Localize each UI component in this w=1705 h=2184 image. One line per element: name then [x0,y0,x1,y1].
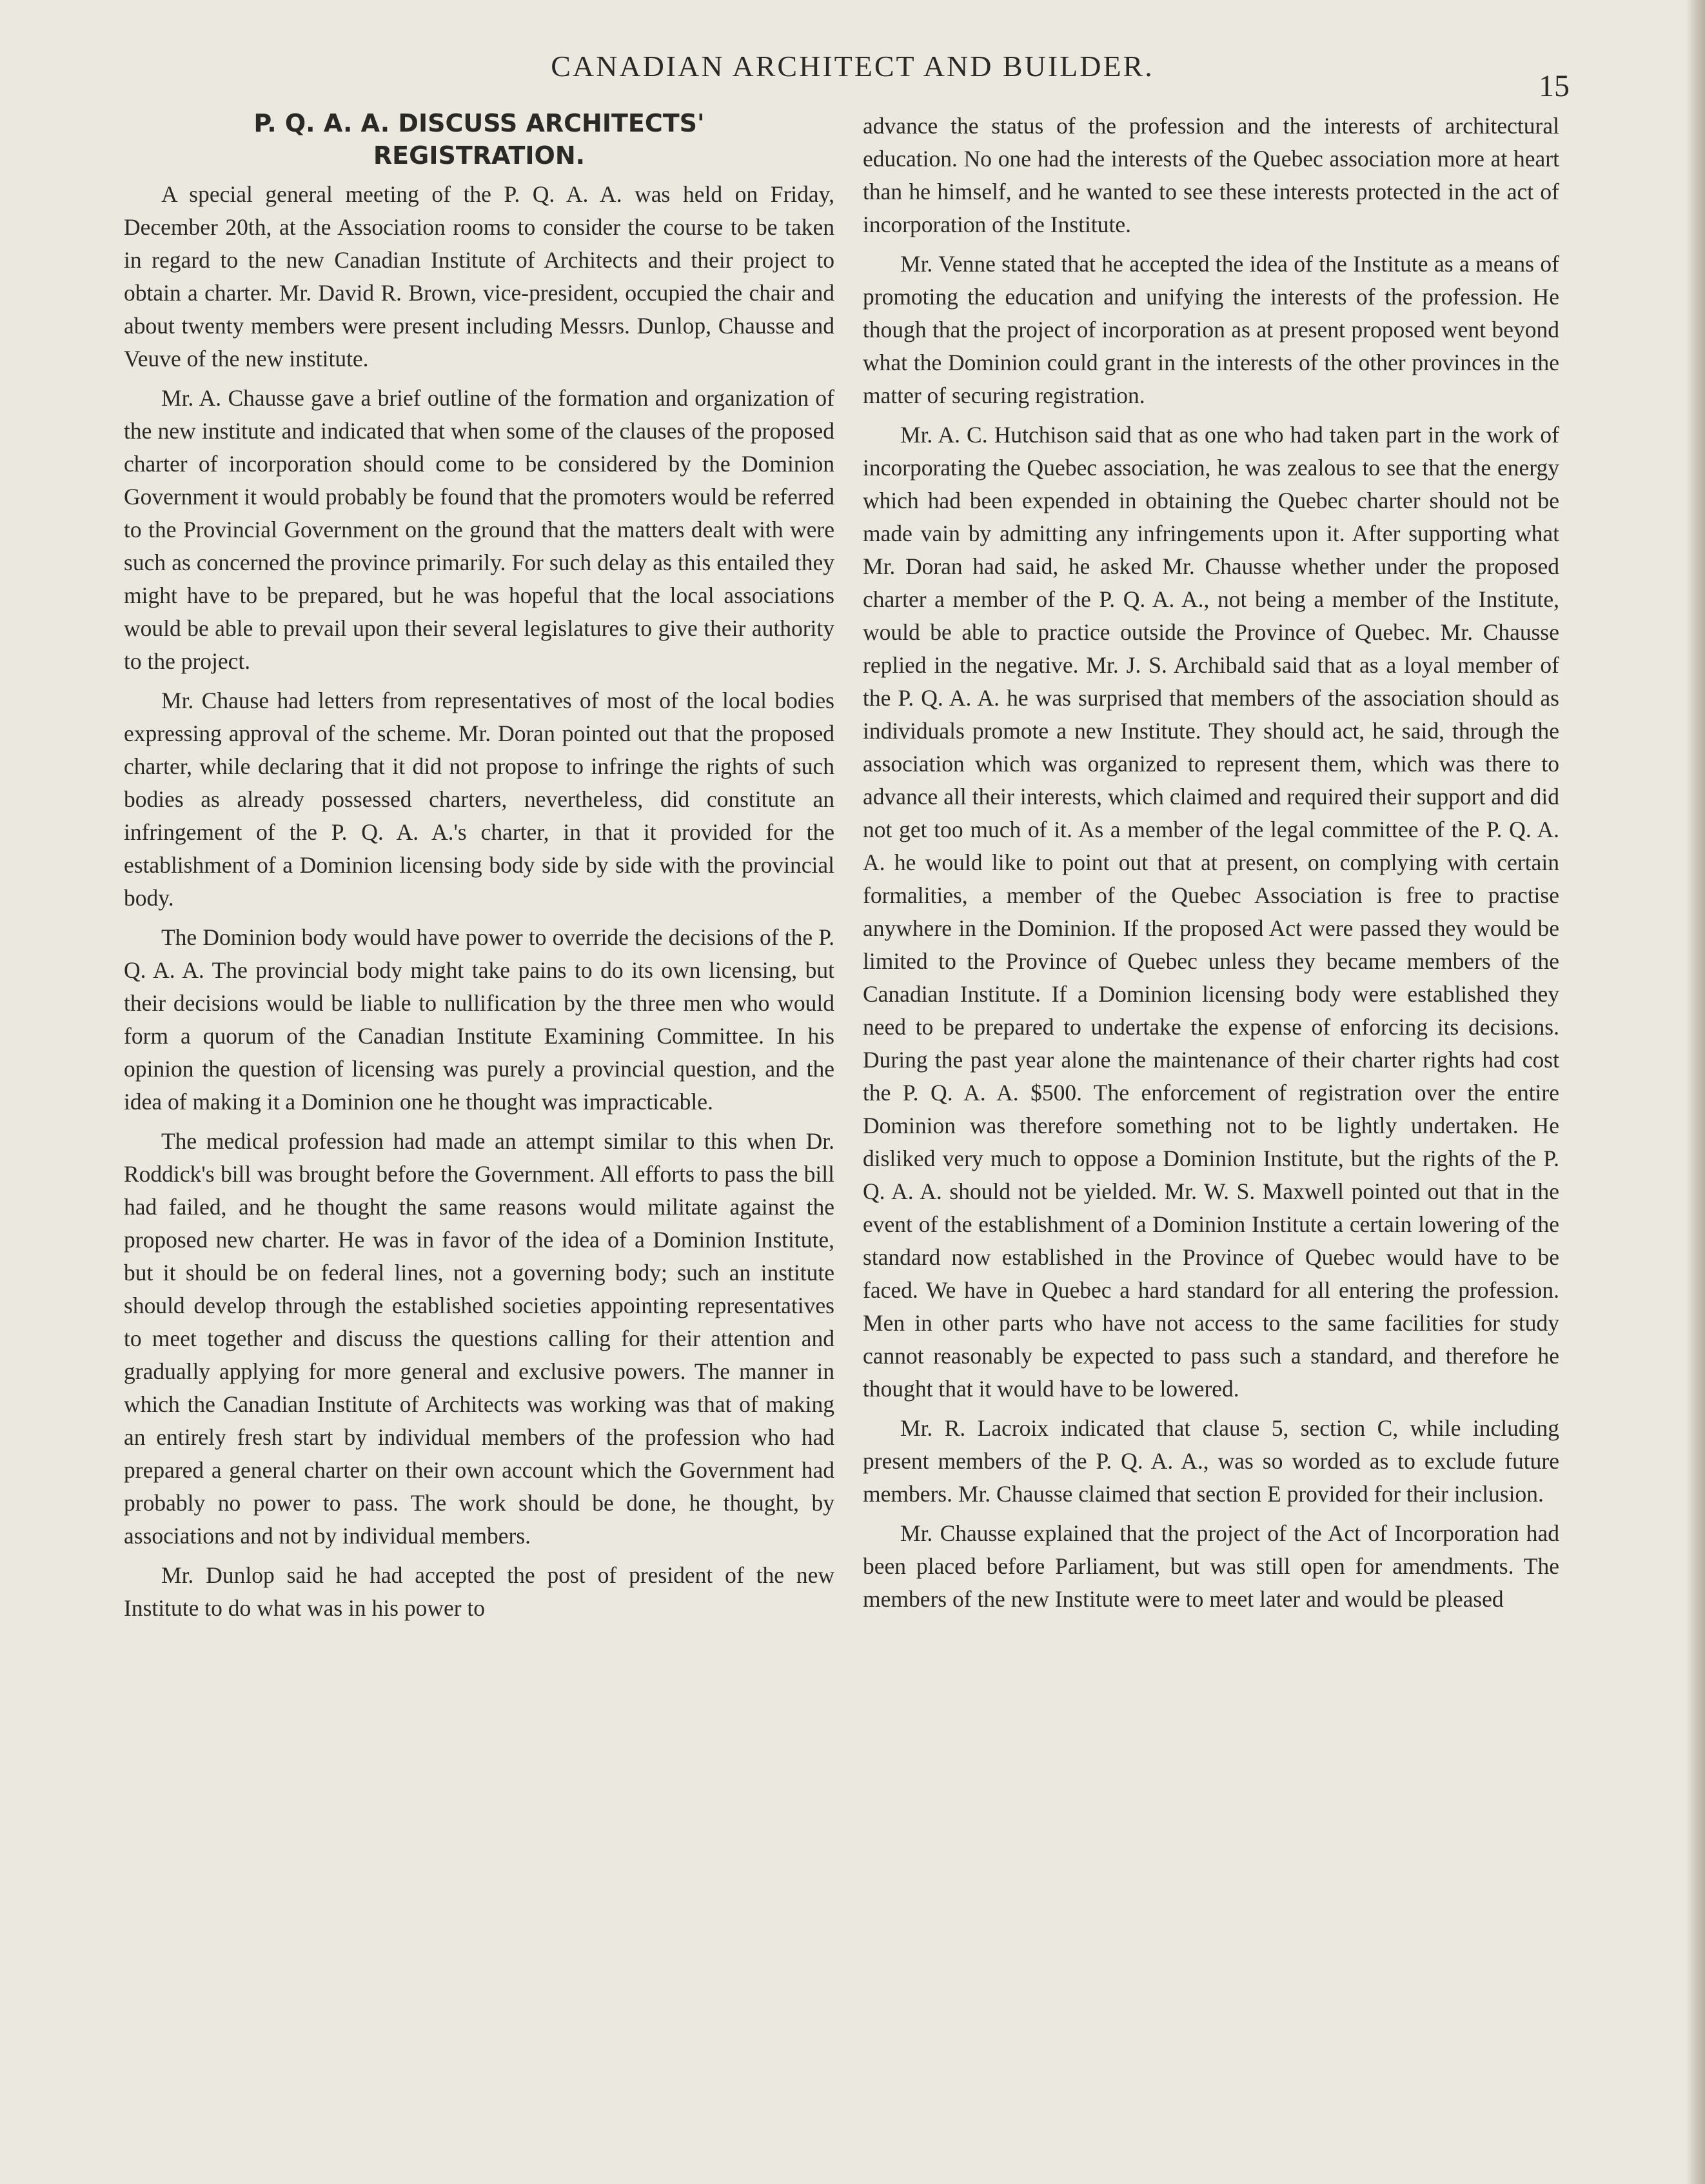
paragraph: Mr. Venne stated that he accepted the idea of the Institute as a means of promoting the education and unifying the interests of the profession. He though that the project of incorporation as at present proposed went beyond what the Dominion could grant in the interests of the other provinces in the matter of securing registration. [863,251,1559,408]
article-title-line-2: REGISTRATION. [373,141,586,170]
paragraph: Mr. Chause had letters from representatives of most of the local bodies expressing approval of the scheme. Mr. Doran pointed out that the proposed charter, while declaring that it did not propose to infringe the rights of such bodies as already possessed charters, nevertheless, did constitute an infringement of the P. Q. A. A.'s charter, in that it provided for the establishment of a Dominion licensing body side by side with the provincial body. [124,688,834,911]
article-title [124,107,834,172]
paragraph: Mr. Dunlop said he had accepted the post of president of the new Institute to do what was in his power to [124,1562,834,1621]
paragraph: Mr. Chausse explained that the project of the Act of Incorporation had been placed before Parliament, but was still open for amendments. The members of the new Institute were to meet later and would be pleased [863,1520,1559,1612]
right-column [863,110,1559,1622]
paragraph: Mr. A. C. Hutchison said that as one who had taken part in the work of incorporating the Quebec association, he was zealous to see that the energy which had been expended in obtaining the Quebec charter should not be made vain by admitting any infringements upon it. After supporting what Mr. Doran had said, he asked Mr. Chausse whether under the proposed charter a member of the P. Q. A. A., not being a member of the Institute, would be able to practice outside the Province of Quebec. Mr. Chausse replied in the negative. Mr. J. S. Archibald said that as a loyal member of the P. Q. A. A. he was surprised that members of the association should as individuals promote a new Institute. They should act, he said, through the association which was organized to represent them, which was there to advance all their interests, which claimed and required their support and did not get too much of it. As a member of the legal committee of the P. Q. A. A. he would like to point out that at present, on complying with certain formalities, a member of the Quebec Association is free to practise anywhere in the Dominion. If the proposed Act were passed they would be limited to the Province of Quebec unless they became members of the Canadian Institute. If a Dominion licensing body were established they need to be prepared to undertake the expense of enforcing its decisions. During the past year alone the maintenance of their charter rights had cost the P. Q. A. A. $500. The enforcement of registration over the entire Dominion was therefore something not to be lightly undertaken. He disliked very much to oppose a Dominion Institute, but the rights of the P. Q. A. A. should not be yielded. Mr. W. S. Maxwell pointed out that in the event of the establishment of a Dominion Institute a certain lowering of the standard now established in the Province of Quebec would have to be faced. We have in Quebec a hard standard for all entering the profession. Men in other parts who have not access to the same facilities for study cannot reasonably be expected to pass such a standard, and therefore he thought that it would have to be lowered. [863,422,1559,1402]
left-column [124,107,834,1631]
article-title-line-1: P. Q. A. A. DISCUSS ARCHITECTS' [253,109,705,137]
page-number: 15 [1539,69,1570,103]
paragraph: Mr. A. Chausse gave a brief outline of the formation and organization of the new institute and indicated that when some of the clauses of the proposed charter of incorporation should come to be considered by the Dominion Government it would probably be found that the promoters would be referred to the Provincial Government on the ground that the matters dealt with were such as concerned the province primarily. For such delay as this entailed they might have to be prepared, but he was hopeful that the local associations would be able to prevail upon their several legislatures to give their authority to the project. [124,385,834,674]
paragraph-continued: advance the status of the profession and the interests of architectural education. No one had the interests of the Quebec association more at heart than he himself, and he wanted to see these interests protected in the act of incorporation of the Institute. [863,113,1559,237]
paragraph: The Dominion body would have power to override the decisions of the P. Q. A. A. The provincial body might take pains to do its own licensing, but their decisions would be liable to nullification by the three men who would form a quorum of the Canadian Institute Examining Committee. In his opinion the question of licensing was purely a provincial question, and the idea of making it a Dominion one he thought was impracticable. [124,924,834,1115]
page-edge-shadow [1686,0,1705,2184]
paragraph: A special general meeting of the P. Q. A. A. was held on Friday, December 20th, at the Association rooms to consider the course to be taken in regard to the new Canadian Institute of Architects and their project to obtain a charter. Mr. David R. Brown, vice-president, occupied the chair and about twenty members were present including Messrs. Dunlop, Chausse and Veuve of the new institute. [124,181,834,372]
paragraph: Mr. R. Lacroix indicated that clause 5, section C, while including present members of the P. Q. A. A., was so worded as to exclude future members. Mr. Chausse claimed that section E provided for their inclusion. [863,1415,1559,1507]
running-head: CANADIAN ARCHITECT AND BUILDER. [551,50,1154,83]
paragraph: The medical profession had made an attempt similar to this when Dr. Roddick's bill was brought before the Government. All efforts to pass the bill had failed, and he thought the same reasons would militate against the proposed new charter. He was in favor of the idea of a Dominion Institute, but it should be on federal lines, not a governing body; such an institute should develop through the established societies appointing representatives to meet together and discuss the questions calling for their attention and gradually applying for more general and exclusive powers. The manner in which the Canadian Institute of Architects was working was that of making an entirely fresh start by individual members of the profession who had prepared a general charter on their own account which the Government had probably no power to pass. The work should be done, he thought, by associations and not by individual members. [124,1128,834,1549]
